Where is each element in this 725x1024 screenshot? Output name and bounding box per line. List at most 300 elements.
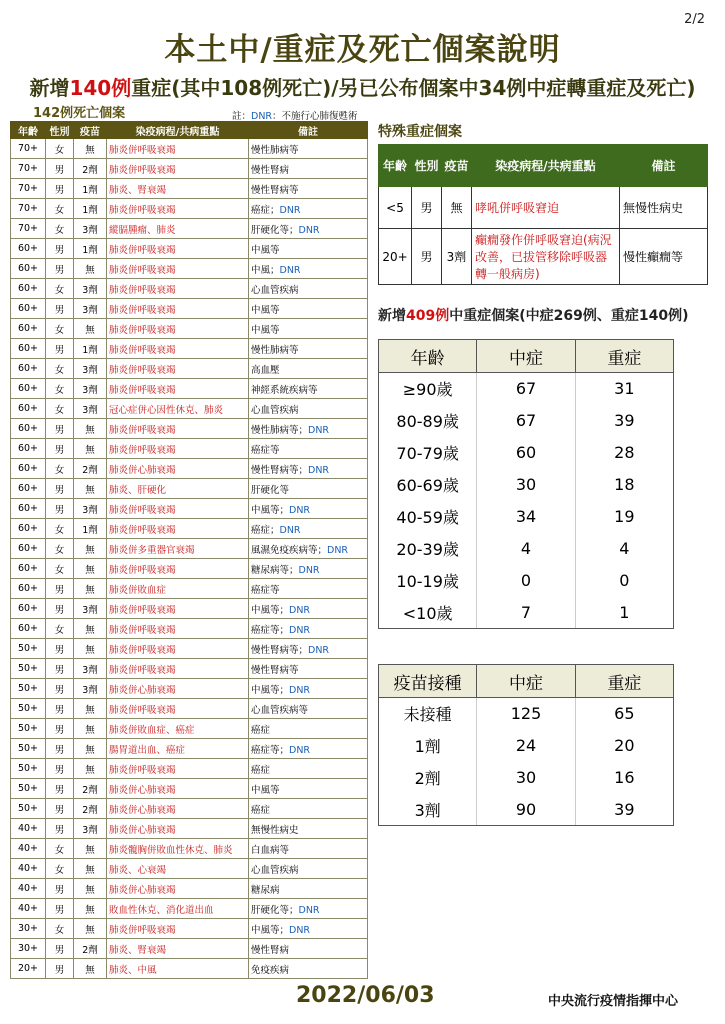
dnr-tag: DNR — [289, 744, 311, 756]
sex-cell: 女 — [46, 919, 74, 939]
note-cell — [249, 839, 368, 859]
course-cell: 冠心症併心因性休克、肺炎 — [107, 399, 249, 419]
vaccine-cell: 3劑 — [74, 599, 107, 619]
death-cases-table — [10, 121, 368, 979]
age-cell: 60+ — [11, 419, 46, 439]
note-text: 中風等； — [251, 924, 290, 936]
table-row — [11, 599, 368, 619]
vaccine-cell: 無 — [74, 699, 107, 719]
table-row — [11, 959, 368, 979]
vaccine-cell: 無 — [74, 539, 107, 559]
column-header: 染疫病程/共病重點 — [472, 145, 620, 187]
column-header: 性別 — [46, 122, 74, 139]
note-cell — [249, 879, 368, 899]
vaccine-cell: 無 — [74, 839, 107, 859]
moderate-count: 67 — [477, 405, 575, 437]
note-text: 慢性腎病等 — [251, 664, 299, 676]
note-cell — [249, 159, 368, 179]
age-cell: 40+ — [11, 899, 46, 919]
table-row — [379, 730, 674, 762]
sex-cell: 男 — [46, 879, 74, 899]
table-row — [11, 759, 368, 779]
sex-cell: 女 — [46, 859, 74, 879]
table-row — [11, 579, 368, 599]
age-cell: 50+ — [11, 679, 46, 699]
special-table-body — [379, 187, 708, 285]
course-cell: 肺炎、心衰竭 — [107, 859, 249, 879]
age-cell: 60+ — [11, 579, 46, 599]
vaccine-cell: 3劑 — [74, 379, 107, 399]
table-row — [11, 619, 368, 639]
note-cell — [249, 619, 368, 639]
note-cell — [249, 239, 368, 259]
vaccine-cell: 無 — [74, 579, 107, 599]
sex-cell: 女 — [46, 319, 74, 339]
table-row — [11, 239, 368, 259]
note-cell — [249, 179, 368, 199]
note-text: 癌症 — [251, 804, 271, 816]
age-cell: 40+ — [11, 879, 46, 899]
note-prefix: 註： — [232, 111, 252, 122]
note-cell — [249, 479, 368, 499]
sex-cell: 女 — [46, 139, 74, 159]
age-cell: 60+ — [11, 239, 46, 259]
vaccine-cell: 3劑 — [74, 679, 107, 699]
row-label: 10-19歲 — [379, 565, 477, 597]
column-header: 疫苗接種 — [379, 665, 477, 698]
course-cell: 肺炎併呼吸衰竭 — [107, 199, 249, 219]
vaccine-distribution-table — [378, 664, 674, 826]
subtitle-highlight: 140例 — [69, 76, 132, 100]
vaccine-cell: 無 — [74, 259, 107, 279]
note-text: 糖尿病等； — [251, 564, 299, 576]
table-row — [379, 533, 674, 565]
vaccine-cell: 無 — [74, 619, 107, 639]
course-cell: 肺炎併呼吸衰竭 — [107, 259, 249, 279]
vaccine-cell: 無 — [74, 739, 107, 759]
age-cell: 60+ — [11, 499, 46, 519]
table-row — [11, 419, 368, 439]
course-cell: 肺炎併心肺衰竭 — [107, 879, 249, 899]
age-cell: 60+ — [11, 379, 46, 399]
table-row — [11, 299, 368, 319]
sex-cell: 男 — [46, 799, 74, 819]
sex-cell: 男 — [46, 479, 74, 499]
sex-cell: 男 — [46, 499, 74, 519]
age-cell: 60+ — [11, 399, 46, 419]
course-cell: 肺炎併呼吸衰竭 — [107, 439, 249, 459]
table-row — [11, 799, 368, 819]
age-cell: 60+ — [11, 359, 46, 379]
note-text: 中風等； — [251, 604, 290, 616]
vaccine-cell: 1劑 — [74, 339, 107, 359]
course-cell: 肺炎髖胸併敗血性休克、肺炎 — [107, 839, 249, 859]
sex-cell: 女 — [46, 279, 74, 299]
table-row — [379, 373, 674, 405]
note-dnr: DNR — [251, 111, 273, 122]
note-cell — [249, 799, 368, 819]
note-text: 慢性腎病等； — [251, 644, 309, 656]
sex-cell: 女 — [46, 559, 74, 579]
age-cell: 50+ — [11, 719, 46, 739]
note-cell — [249, 959, 368, 979]
moderate-count: 90 — [477, 794, 575, 826]
dnr-tag: DNR — [308, 464, 330, 476]
sex-cell: 男 — [46, 239, 74, 259]
dnr-tag: DNR — [308, 644, 330, 656]
table-row — [11, 559, 368, 579]
table-row — [11, 179, 368, 199]
note-text: 癌症； — [251, 524, 280, 536]
sex-cell: 女 — [46, 539, 74, 559]
dnr-tag: DNR — [289, 604, 311, 616]
dnr-tag: DNR — [279, 204, 301, 216]
table-row — [11, 199, 368, 219]
special-cases-table — [378, 144, 708, 285]
course-cell: 肺炎併呼吸衰竭 — [107, 279, 249, 299]
vaccine-cell: 無 — [74, 879, 107, 899]
dnr-tag: DNR — [298, 224, 320, 236]
vaccine-cell: 3劑 — [74, 819, 107, 839]
row-label: <10歲 — [379, 597, 477, 629]
course-cell: 肺炎併呼吸衰竭 — [107, 159, 249, 179]
sex-cell: 女 — [46, 379, 74, 399]
note-text: 癌症 — [251, 724, 271, 736]
course-cell: 肺炎併呼吸衰竭 — [107, 599, 249, 619]
age-cell: 60+ — [11, 259, 46, 279]
table-row — [379, 698, 674, 730]
note-text: 肝硬化等； — [251, 224, 299, 236]
table-row — [11, 539, 368, 559]
vaccine-cell: 無 — [74, 719, 107, 739]
death-table-header — [11, 122, 368, 139]
note-cell — [249, 439, 368, 459]
note-text: 慢性腎病等 — [251, 184, 299, 196]
course-cell: 肺炎併呼吸衰竭 — [107, 639, 249, 659]
sex-cell: 男 — [46, 819, 74, 839]
note-cell — [249, 579, 368, 599]
vaccine-cell: 3劑 — [74, 399, 107, 419]
sex-cell: 男 — [46, 339, 74, 359]
course-cell: 肺炎併呼吸衰竭 — [107, 299, 249, 319]
table-row — [11, 839, 368, 859]
vaccine-table-header — [379, 665, 674, 698]
age-cell: 30+ — [11, 939, 46, 959]
vaccine-cell: 無 — [74, 639, 107, 659]
new-cases-prefix: 新增 — [378, 308, 406, 324]
age-cell: 50+ — [11, 739, 46, 759]
dnr-tag: DNR — [298, 564, 320, 576]
sex-cell: 男 — [46, 179, 74, 199]
dnr-tag: DNR — [279, 524, 301, 536]
note-text: 中風等 — [251, 304, 280, 316]
course-cell: 肺炎併呼吸衰竭 — [107, 419, 249, 439]
table-row — [11, 339, 368, 359]
course-cell: 肺炎併呼吸衰竭 — [107, 559, 249, 579]
table-row — [11, 459, 368, 479]
death-table-body — [11, 139, 368, 979]
course-cell: 肺炎併呼吸衰竭 — [107, 339, 249, 359]
dnr-tag: DNR — [298, 904, 320, 916]
row-label: 60-69歲 — [379, 469, 477, 501]
table-row — [11, 699, 368, 719]
table-row — [11, 139, 368, 159]
course-cell: 肺炎併呼吸衰竭 — [107, 239, 249, 259]
note-text: 神經系統疾病等 — [251, 384, 318, 396]
column-header: 年齡 — [11, 122, 46, 139]
table-row — [11, 739, 368, 759]
vaccine-cell: 2劑 — [74, 799, 107, 819]
dnr-tag: DNR — [289, 624, 311, 636]
vaccine-cell: 2劑 — [74, 459, 107, 479]
age-cell: 40+ — [11, 819, 46, 839]
table-row — [11, 659, 368, 679]
dnr-tag: DNR — [327, 544, 349, 556]
note-cell — [249, 419, 368, 439]
table-row — [11, 779, 368, 799]
row-label: 2劑 — [379, 762, 477, 794]
course-cell: 肺炎併心肺衰竭 — [107, 459, 249, 479]
vaccine-cell: 無 — [74, 919, 107, 939]
age-cell: 50+ — [11, 759, 46, 779]
age-cell: 40+ — [11, 839, 46, 859]
sex-cell: 男 — [412, 229, 442, 285]
course-cell: 腸胃道出血、癌症 — [107, 739, 249, 759]
sex-cell: 女 — [46, 219, 74, 239]
note-text: 慢性肺病等 — [251, 344, 299, 356]
severe-count: 4 — [575, 533, 673, 565]
course-cell: 肺炎、肝硬化 — [107, 479, 249, 499]
note-text: 中風； — [251, 264, 280, 276]
severe-count: 20 — [575, 730, 673, 762]
vaccine-cell: 2劑 — [74, 939, 107, 959]
report-date: 2022/06/03 — [296, 983, 435, 1008]
vaccine-cell: 2劑 — [74, 159, 107, 179]
vaccine-cell: 3劑 — [74, 659, 107, 679]
sex-cell: 男 — [46, 299, 74, 319]
note-cell — [249, 819, 368, 839]
age-cell: 60+ — [11, 299, 46, 319]
table-row — [11, 519, 368, 539]
age-cell: 60+ — [11, 619, 46, 639]
dnr-note — [232, 108, 358, 122]
note-cell — [249, 459, 368, 479]
note-cell — [249, 919, 368, 939]
dnr-tag: DNR — [289, 924, 311, 936]
age-cell: 20+ — [11, 959, 46, 979]
course-cell: 肺炎併呼吸衰竭 — [107, 359, 249, 379]
course-cell: 縱膈腫瘤、肺炎 — [107, 219, 249, 239]
vaccine-cell: 無 — [74, 759, 107, 779]
course-cell: 敗血性休克、消化道出血 — [107, 899, 249, 919]
note-cell — [249, 399, 368, 419]
note-text: 中風等 — [251, 244, 280, 256]
severe-count: 65 — [575, 698, 673, 730]
note-cell — [249, 199, 368, 219]
table-row — [11, 899, 368, 919]
sex-cell: 女 — [46, 359, 74, 379]
note-cell — [249, 759, 368, 779]
sex-cell: 男 — [46, 699, 74, 719]
note-cell — [249, 599, 368, 619]
note-text: 糖尿病 — [251, 884, 280, 896]
row-label: 20-39歲 — [379, 533, 477, 565]
note-text: 慢性肺病等； — [251, 424, 309, 436]
age-cell: 70+ — [11, 139, 46, 159]
age-cell: 60+ — [11, 459, 46, 479]
age-cell: 60+ — [11, 339, 46, 359]
age-distribution-table — [378, 339, 674, 629]
age-cell: 70+ — [11, 199, 46, 219]
vaccine-cell: 3劑 — [74, 219, 107, 239]
age-cell: 60+ — [11, 479, 46, 499]
table-row — [11, 259, 368, 279]
moderate-count: 125 — [477, 698, 575, 730]
sex-cell: 女 — [46, 619, 74, 639]
sex-cell: 男 — [46, 759, 74, 779]
note-cell — [249, 279, 368, 299]
row-label: 40-59歲 — [379, 501, 477, 533]
note-text: 慢性肺病等 — [251, 144, 299, 156]
subtitle-rest: 重症(其中108例死亡)/另已公布個案中34例中症轉重症及死亡) — [131, 76, 696, 100]
column-header: 性別 — [412, 145, 442, 187]
row-label: 1劑 — [379, 730, 477, 762]
vaccine-cell: 2劑 — [74, 779, 107, 799]
row-label: ≥90歲 — [379, 373, 477, 405]
age-cell: 70+ — [11, 159, 46, 179]
note-text: 風濕免疫疾病等； — [251, 544, 328, 556]
severe-count: 19 — [575, 501, 673, 533]
table-row — [11, 319, 368, 339]
note-text: 心血管疾病 — [251, 864, 299, 876]
note-text: 中風等 — [251, 324, 280, 336]
note-text: 高血壓 — [251, 364, 280, 376]
table-row — [11, 919, 368, 939]
sex-cell: 男 — [46, 659, 74, 679]
note-cell — [249, 139, 368, 159]
note-cell — [249, 699, 368, 719]
age-cell: 50+ — [11, 779, 46, 799]
note-text: 慢性腎病 — [251, 944, 290, 956]
vaccine-cell: 無 — [74, 859, 107, 879]
vaccine-cell: 無 — [74, 319, 107, 339]
table-row — [379, 187, 708, 229]
sex-cell: 女 — [46, 459, 74, 479]
sex-cell: 男 — [46, 159, 74, 179]
severe-count: 39 — [575, 794, 673, 826]
age-cell: 50+ — [11, 799, 46, 819]
vaccine-cell: 無 — [74, 899, 107, 919]
course-cell: 肺炎併心肺衰竭 — [107, 799, 249, 819]
note-text: 中風等； — [251, 684, 290, 696]
vaccine-cell: 無 — [74, 439, 107, 459]
note-text: 癌症等 — [251, 444, 280, 456]
age-cell: 60+ — [11, 439, 46, 459]
subtitle — [0, 72, 725, 101]
note-text: 癌症； — [251, 204, 280, 216]
note-cell — [249, 739, 368, 759]
column-header: 重症 — [575, 665, 673, 698]
moderate-count: 24 — [477, 730, 575, 762]
course-cell: 肺炎、中風 — [107, 959, 249, 979]
table-row — [11, 479, 368, 499]
moderate-count: 7 — [477, 597, 575, 629]
page-number: 2/2 — [684, 12, 705, 27]
moderate-count: 60 — [477, 437, 575, 469]
course-cell: 肺炎併心肺衰竭 — [107, 779, 249, 799]
table-row — [11, 379, 368, 399]
dnr-tag: DNR — [289, 684, 311, 696]
note-text: 中風等 — [251, 784, 280, 796]
sex-cell: 男 — [46, 579, 74, 599]
note-cell — [249, 499, 368, 519]
note-cell — [249, 859, 368, 879]
note-text: 肝硬化等； — [251, 904, 299, 916]
sex-cell: 男 — [46, 599, 74, 619]
row-label: 70-79歲 — [379, 437, 477, 469]
note-text: 癌症等； — [251, 744, 290, 756]
table-row — [379, 762, 674, 794]
vaccine-cell: 1劑 — [74, 519, 107, 539]
note-cell — [249, 219, 368, 239]
moderate-count: 0 — [477, 565, 575, 597]
note-cell — [249, 339, 368, 359]
note-cell — [249, 639, 368, 659]
table-row — [11, 719, 368, 739]
severe-count: 1 — [575, 597, 673, 629]
new-cases-caption — [378, 305, 688, 325]
course-cell: 癲癇發作併呼吸窘迫(病況改善，已拔管移除呼吸器轉一般病房) — [472, 229, 620, 285]
table-row — [379, 501, 674, 533]
note-cell — [249, 299, 368, 319]
table-row — [11, 859, 368, 879]
age-cell: 40+ — [11, 859, 46, 879]
note-suffix: ：不施行心肺復甦術 — [272, 111, 358, 122]
sex-cell: 女 — [46, 839, 74, 859]
note-text: 中風等； — [251, 504, 290, 516]
sex-cell: 男 — [46, 419, 74, 439]
moderate-count: 34 — [477, 501, 575, 533]
table-row — [379, 405, 674, 437]
note-text: 慢性腎病 — [251, 164, 290, 176]
vaccine-cell: 無 — [442, 187, 472, 229]
special-table-header — [379, 145, 708, 187]
severe-count: 18 — [575, 469, 673, 501]
sex-cell: 男 — [46, 939, 74, 959]
vaccine-cell: 1劑 — [74, 239, 107, 259]
row-label: 3劑 — [379, 794, 477, 826]
note-text: 心血管疾病 — [251, 404, 299, 416]
sex-cell: 女 — [46, 399, 74, 419]
note-cell — [249, 379, 368, 399]
age-cell: 60+ — [11, 519, 46, 539]
course-cell: 肺炎併呼吸衰竭 — [107, 699, 249, 719]
column-header: 重症 — [575, 340, 673, 373]
table-row — [379, 597, 674, 629]
course-cell: 肺炎併敗血症 — [107, 579, 249, 599]
note-cell — [249, 659, 368, 679]
age-cell: 60+ — [11, 539, 46, 559]
column-header: 疫苗 — [442, 145, 472, 187]
table-row — [11, 639, 368, 659]
note-cell — [249, 319, 368, 339]
note-cell — [249, 259, 368, 279]
age-cell: 30+ — [11, 919, 46, 939]
note-text: 白血病等 — [251, 844, 290, 856]
vaccine-cell: 3劑 — [74, 499, 107, 519]
note-cell — [249, 539, 368, 559]
table-row — [379, 229, 708, 285]
